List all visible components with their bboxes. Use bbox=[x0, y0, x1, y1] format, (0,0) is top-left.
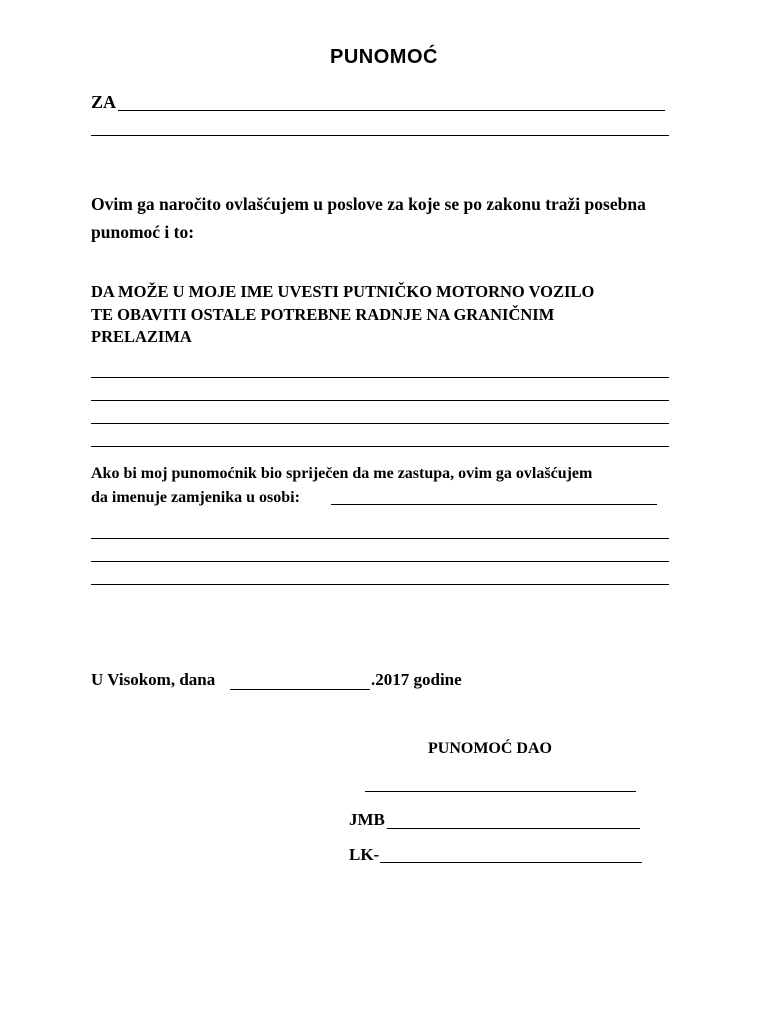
substitute-details-line[interactable] bbox=[91, 538, 669, 539]
substitute-text-label: da imenuje zamjenika u osobi: bbox=[91, 489, 300, 506]
place-label: U Visokom, dana bbox=[91, 670, 216, 689]
signature-title: PUNOMOĆ DAO bbox=[428, 740, 552, 757]
recipient-field-line-2[interactable] bbox=[91, 135, 669, 136]
substitute-text-line-2 bbox=[91, 486, 711, 510]
purpose-line: TE OBAVITI OSTALE POTREBNE RADNJE NA GRANIČNIM bbox=[91, 304, 555, 324]
recipient-field-line-1[interactable] bbox=[118, 110, 665, 111]
lk-label: LK- bbox=[349, 845, 380, 864]
substitute-text-line-1: Ako bi moj punomoćnik bio spriječen da me zastupa, ovim ga ovlašćujem bbox=[91, 465, 593, 482]
substitute-details-line[interactable] bbox=[91, 561, 669, 562]
additional-purpose-line[interactable] bbox=[91, 377, 669, 378]
lk-field[interactable] bbox=[380, 862, 642, 863]
purpose-block bbox=[91, 281, 691, 349]
date-field[interactable] bbox=[230, 689, 370, 690]
authorization-text: Ovim ga naročito ovlašćujem u poslove za koje se po zakonu traži posebna punomoć i to: bbox=[91, 194, 646, 242]
jmb-field[interactable] bbox=[387, 828, 640, 829]
for-label: ZA bbox=[91, 92, 117, 112]
date-suffix: .2017 godine bbox=[371, 670, 462, 689]
additional-purpose-line[interactable] bbox=[91, 446, 669, 447]
additional-purpose-line[interactable] bbox=[91, 400, 669, 401]
purpose-line: DA MOŽE U MOJE IME UVESTI PUTNIČKO MOTORNO VOZILO bbox=[91, 282, 595, 301]
substitute-name-field[interactable] bbox=[331, 504, 657, 505]
jmb-label: JMB bbox=[349, 810, 385, 829]
purpose-line: PRELAZIMA bbox=[91, 327, 192, 346]
additional-purpose-line[interactable] bbox=[91, 423, 669, 424]
substitute-details-line[interactable] bbox=[91, 584, 669, 585]
document-title: PUNOMOĆ bbox=[330, 46, 438, 68]
substitute-paragraph bbox=[91, 462, 711, 510]
signature-field[interactable] bbox=[365, 791, 636, 792]
